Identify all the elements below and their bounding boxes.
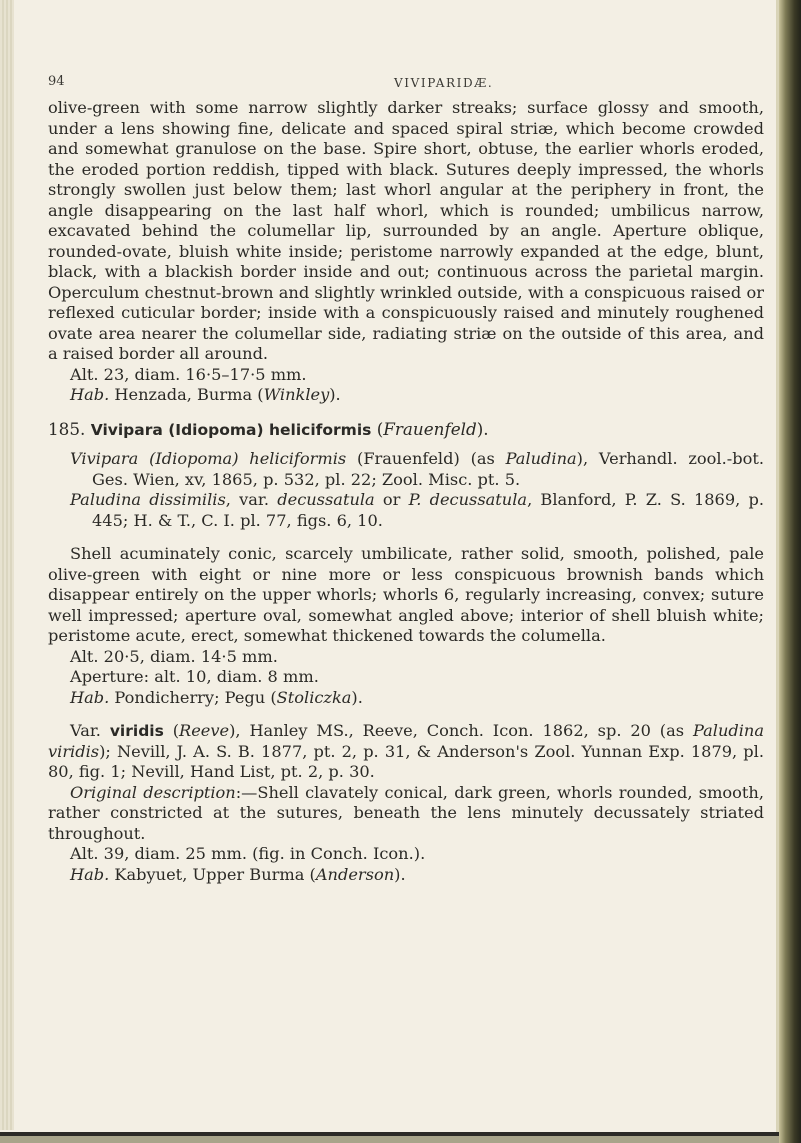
measurements-line: Alt. 39, diam. 25 mm. (fig. in Conch. Icon.). bbox=[70, 844, 426, 863]
habitat-end: ). bbox=[351, 687, 363, 707]
variety-name: viridis bbox=[109, 722, 164, 740]
page-body bbox=[48, 98, 764, 885]
synonym-text: (Frauenfeld) (as bbox=[346, 449, 506, 468]
habitat-line bbox=[48, 688, 764, 709]
description-paragraph-continued: olive-green with some narrow slightly darker streaks; surface glossy and smooth, under a lens showing fine, delicate and spaced spiral striæ, which become crowded and somewhat granulose on the base. Spire short, obtuse, the earlier whorls eroded, the eroded portion reddish, tipped with black. Sutures deeply impressed, the whorls strongly swollen just below them; last whorl angular at the periphery in front, the angle disappearing on the last half whorl, which is rounded; umbilicus narrow, excavated behind the columellar lip, surrounded by an angle. Aperture oblique, rounded-ovate, bluish white inside; peristome narrowly expanded at the edge, blunt, black, with a blackish border inside and out; continuous across the parietal margin. Operculum chestnut-brown and slightly wrinkled outside, with a conspicuous raised or reflexed cuticular border; inside with a conspicuously raised and minutely roughened ovate area nearer the columellar side, radiating striæ on the outside of this area, and a raised border all around. bbox=[48, 98, 764, 363]
synonym-alt-name: P. decussatula bbox=[408, 490, 528, 509]
page-header bbox=[48, 74, 764, 94]
measurements-line: Alt. 20·5, diam. 14·5 mm. bbox=[70, 646, 278, 666]
variety-reference: ); Nevill, J. A. S. B. 1877, pt. 2, p. 31, & Anderson's Zool. Yunnan Exp. 1879, pl. 80, fig. 1; Nevill, Hand List, pt. 2, p. 30. bbox=[48, 741, 764, 781]
synonym-species: heliciformis bbox=[249, 449, 347, 468]
variety-reference: ), Hanley MS., Reeve, Conch. Icon. 1862, sp. 20 (as bbox=[229, 721, 693, 740]
habitat-text: Pondicherry; Pegu ( bbox=[109, 687, 277, 707]
species-author: Frauenfeld bbox=[383, 418, 477, 439]
running-title: VIVIPARIDÆ. bbox=[394, 76, 494, 90]
variety-paragraph bbox=[48, 721, 764, 783]
synonym-genus: Vivipara bbox=[70, 449, 139, 468]
habitat-label: Hab. bbox=[70, 385, 110, 404]
habitat-end: ). bbox=[329, 385, 341, 404]
synonym-as-name: Paludina bbox=[505, 449, 577, 468]
synonym-entry bbox=[48, 490, 764, 531]
original-description-text: :—Shell clavately conical, dark green, whorls rounded, smooth, rather constricted at the sutures, beneath the lens minutely decussately striated throughout. bbox=[48, 782, 764, 843]
habitat-author: Winkley bbox=[263, 385, 330, 404]
species-heading: 185. Vivipara (Idiopoma) heliciformis (Frauenfeld). bbox=[48, 418, 489, 439]
habitat-line bbox=[48, 865, 764, 886]
habitat-label: Hab. bbox=[70, 864, 110, 884]
habitat-text: Henzada, Burma ( bbox=[109, 385, 264, 404]
aperture-line: Aperture: alt. 10, diam. 8 mm. bbox=[70, 667, 319, 686]
species-number: 185. bbox=[48, 418, 86, 439]
variety-as-name: Paludina viridis bbox=[48, 721, 764, 761]
bottom-edge-shadow bbox=[0, 1136, 779, 1143]
original-description bbox=[48, 783, 764, 845]
habitat-author: Stoliczka bbox=[276, 687, 352, 707]
habitat-label: Hab. bbox=[70, 687, 110, 707]
synonym-variety: decussatula bbox=[277, 490, 375, 509]
habitat-text: Kabyuet, Upper Burma ( bbox=[109, 864, 316, 884]
synonym-text: or bbox=[374, 490, 409, 509]
measurements-line: Alt. 23, diam. 16·5–17·5 mm. bbox=[70, 364, 307, 384]
habitat-end: ). bbox=[394, 864, 406, 884]
synonym-text: , var. bbox=[225, 490, 278, 509]
synonym-subgenus: (Idiopoma) bbox=[149, 449, 239, 468]
variety-text: ( bbox=[163, 721, 180, 740]
synonym-entry bbox=[48, 449, 764, 490]
habitat-author: Anderson bbox=[315, 864, 395, 884]
synonym-reference: ), Verhandl. zool.-bot. Ges. Wien, xv, 1865, p. 532, pl. 22; Zool. Misc. pt. 5. bbox=[92, 449, 764, 489]
page-number: 94 bbox=[48, 74, 65, 89]
page-edge-decoration bbox=[0, 0, 14, 1130]
habitat-line bbox=[48, 385, 764, 406]
synonym-name: Paludina dissimilis bbox=[70, 490, 226, 509]
description-paragraph: Shell acuminately conic, scarcely umbilicate, rather solid, smooth, polished, pale olive-green with eight or nine more or less conspicuous brownish bands which disappear entirely on the upper whorls; whorls 6, regularly increasing, convex; suture well impressed; aperture oval, somewhat angled above; interior of shell bluish white; peristome acute, erect, somewhat thickened towards the columella. bbox=[48, 544, 764, 645]
synonym-reference: , Blanford, P. Z. S. 1869, p. 445; H. & T., C. I. pl. 77, figs. 6, 10. bbox=[92, 490, 765, 530]
book-binding-gutter bbox=[779, 0, 801, 1143]
variety-prefix: Var. bbox=[70, 721, 110, 740]
variety-author: Reeve bbox=[179, 721, 230, 740]
species-name: Vivipara (Idiopoma) heliciformis bbox=[90, 420, 372, 439]
original-description-label: Original description bbox=[70, 782, 236, 802]
